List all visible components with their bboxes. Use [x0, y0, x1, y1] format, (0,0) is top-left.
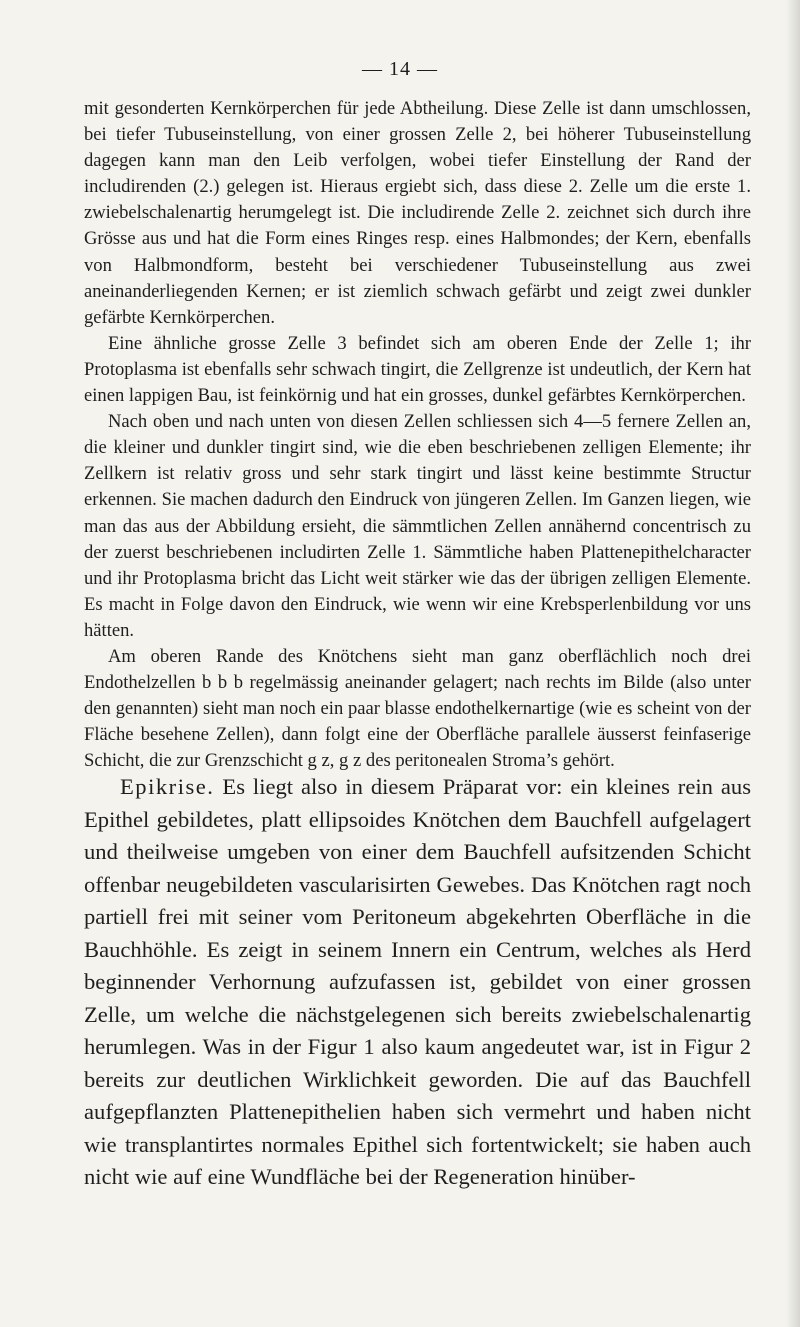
paragraph-further-cells: Nach oben und nach unten von diesen Zellen schliessen sich 4—5 fernere Zellen an, die kleiner und dunkler tingirt sind, wie die eben beschriebenen zelligen Elemente; ihr Zellkern ist relativ gross und sehr stark tingirt und lässt keine bestimmte Structur erkennen. Sie machen dadurch den Eindruck von jüngeren Zellen. Im Ganzen liegen, wie man das aus der Abbildung ersieht, die sämmtlichen Zellen annähernd concentrisch zu der zuerst beschriebenen includirten Zelle 1. Sämmtliche haben Plattenepithelcharacter und ihr Protoplasma bricht das Licht weit stärker wie das der übrigen zelligen Elemente. Es macht in Folge davon den Eindruck, wie wenn wir eine Krebsperlenbildung vor uns hätten.	[84, 411, 751, 641]
epikrise-heading: Epikrise.	[120, 774, 215, 799]
page-number: — 14 —	[362, 58, 438, 80]
paragraph-cell-description: mit gesonderten Kernkörperchen für jede Abtheilung. Diese Zelle ist dann umschlossen, bei tiefer Tubuseinstellung, von einer grossen Zelle 2, bei höherer Tubuseinstellung dagegen kann man den Leib verfolgen, wobei tiefer Einstellung der Rand der includirenden (2.) gelegen ist. Hieraus ergiebt sich, dass diese 2. Zelle um die erste 1. zwiebelschalenartig herumgelegt ist. Die includirende Zelle 2. zeichnet sich durch ihre Grösse aus und hat die Form eines Ringes resp. eines Halbmondes; der Kern, ebenfalls von Halbmondform, besteht bei verschiedener Tubuseinstellung aus zwei aneinanderliegenden Kernen; er ist ziemlich schwach gefärbt und zeigt zwei dunkler gefärbte Kernkörperchen.	[84, 98, 751, 328]
main-text-block	[84, 96, 751, 774]
epikrise-block	[84, 771, 751, 1194]
paragraph-cell-3: Eine ähnliche grosse Zelle 3 befindet sich am oberen Ende der Zelle 1; ihr Protoplasma ist ebenfalls sehr schwach tingirt, die Zellgrenze ist undeutlich, der Kern hat einen lappigen Bau, ist feinkörnig und hat ein grosses, dunkel gefärbtes Kernkörperchen.	[84, 332, 751, 407]
epikrise-paragraph	[84, 771, 751, 1194]
page-edge-shadow	[786, 0, 800, 1327]
epikrise-text: Es liegt also in diesem Präparat vor: ein kleines rein aus Epithel gebildetes, platt ellipsoides Knötchen dem Bauchfell aufgelagert und theilweise umgeben von einer dem Bauchfell aufsitzenden Schicht offenbar neugebildeten vascularisirten Gewebes. Das Knötchen ragt noch partiell frei mit seiner vom Peritoneum abgekehrten Oberfläche in die Bauchhöhle. Es zeigt in seinem Innern ein Centrum, welches als Herd beginnender Verhornung aufzufassen ist, gebildet von einer grossen Zelle, um welche die nächstgelegenen sich bereits zwiebelschalenartig herumlegen. Was in der Figur 1 also kaum angedeutet war, ist in Figur 2 bereits zur deutlichen Wirklichkeit geworden. Die auf das Bauchfell aufgepflanzten Plattenepithelien haben sich vermehrt und haben nicht wie transplantirtes normales Epithel sich fortentwickelt; sie haben auch nicht wie auf eine Wundfläche bei der Regeneration hinüber-	[84, 774, 751, 1189]
paragraph-endothelial-cells: Am oberen Rande des Knötchens sieht man ganz oberflächlich noch drei Endothelzellen b b b regelmässig aneinander gelagert; nach rechts im Bilde (also unter den genannten) sieht man noch ein paar blasse endothelkernartige (wie es scheint von der Fläche besehene Zellen), dann folgt eine der Oberfläche parallele äusserst feinfaserige Schicht, die zur Grenzschicht g z, g z des peritonealen Stroma’s gehört.	[84, 645, 751, 772]
